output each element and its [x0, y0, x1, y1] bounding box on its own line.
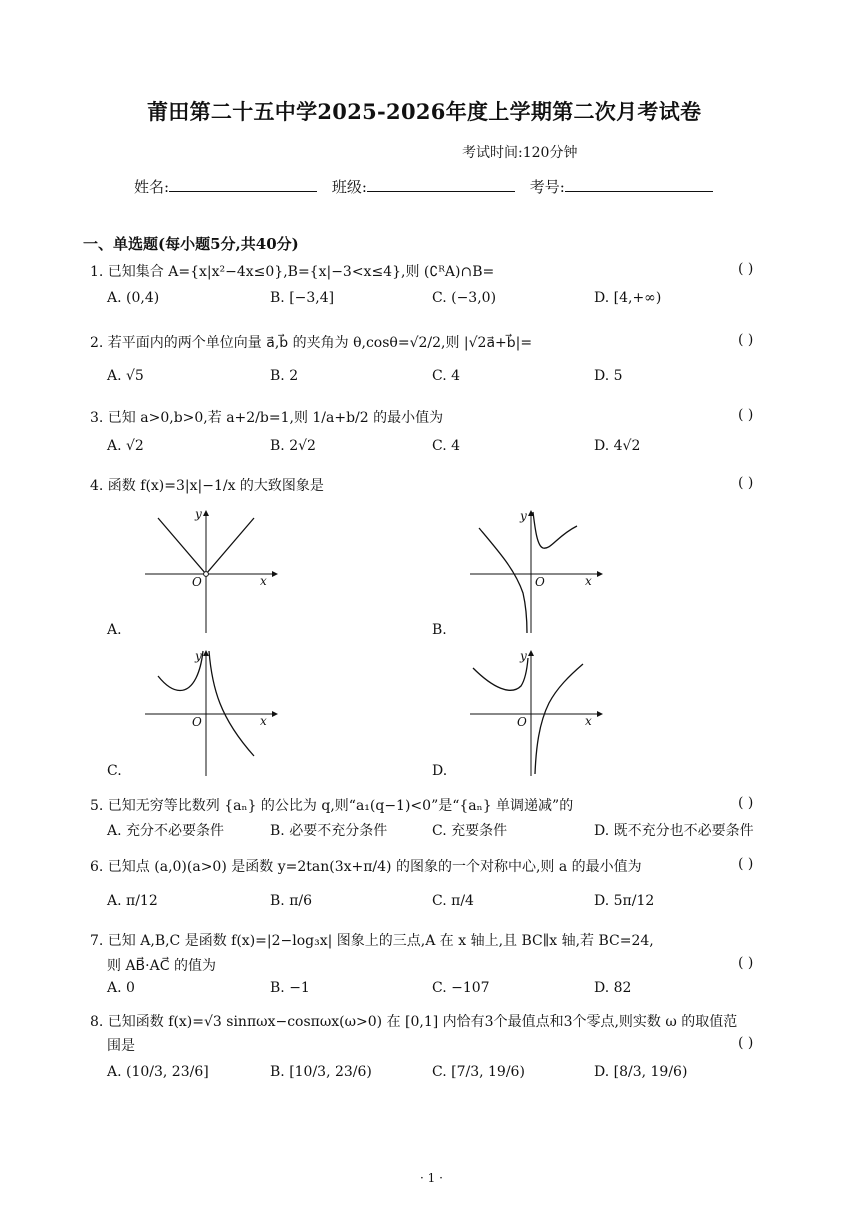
q8-option-b: B. [10/3, 23/6) [270, 1064, 372, 1080]
q1-option-a: A. (0,4) [107, 290, 160, 306]
q8-option-c: C. [7/3, 19/6) [432, 1064, 525, 1080]
question-6-stem: 6. 已知点 (a,0)(a>0) 是函数 y=2tan(3x+π/4) 的图象的一个对称中心,则 a 的最小值为 [90, 859, 642, 875]
class-blank[interactable] [367, 178, 515, 192]
question-8-stem-cont: 围是 [107, 1038, 135, 1054]
q3-option-c: C. 4 [432, 438, 461, 454]
q5-option-a: A. 充分不必要条件 [107, 823, 225, 839]
q7-option-a: A. 0 [107, 980, 135, 996]
answer-paren-5[interactable]: ( ) [738, 795, 754, 811]
q2-option-b: B. 2 [270, 368, 299, 384]
answer-paren-8[interactable]: ( ) [738, 1035, 754, 1051]
q7-option-c: C. −107 [432, 980, 490, 996]
graph-a[interactable] [140, 508, 280, 638]
q2-option-a: A. √5 [107, 368, 144, 384]
q1-option-c: C. (−3,0) [432, 290, 497, 306]
graph-c-label: C. [107, 763, 122, 779]
answer-paren-2[interactable]: ( ) [738, 332, 754, 348]
q3-option-a: A. √2 [107, 438, 144, 454]
question-2-stem: 2. 若平面内的两个单位向量 a⃗,b⃗ 的夹角为 θ,cosθ=√2/2,则 |√2a⃗+b⃗|= [90, 335, 533, 351]
q2-option-c: C. 4 [432, 368, 461, 384]
question-7-stem-cont: 则 AB⃗·AC⃗ 的值为 [107, 958, 216, 974]
graph-b-origin-label: O [535, 575, 545, 589]
graph-c-origin-label: O [192, 715, 202, 729]
question-5-stem: 5. 已知无穷等比数列 {aₙ} 的公比为 q,则“a₁(q−1)<0”是“{aₙ} 单调递减”的 [90, 798, 574, 814]
q3-option-d: D. 4√2 [594, 438, 641, 454]
q7-option-b: B. −1 [270, 980, 310, 996]
question-7-stem: 7. 已知 A,B,C 是函数 f(x)=|2−log₃x| 图象上的三点,A 在 x 轴上,且 BC∥x 轴,若 BC=24, [90, 933, 654, 949]
section-heading: 一、单选题(每小题5分,共40分) [83, 235, 299, 253]
graph-a-y-label: y [195, 508, 202, 521]
q6-option-d: D. 5π/12 [594, 893, 655, 909]
q8-option-d: D. [8/3, 19/6) [594, 1064, 688, 1080]
name-blank[interactable] [169, 178, 317, 192]
graph-d-y-label: y [520, 649, 527, 663]
answer-paren-4[interactable]: ( ) [738, 475, 754, 491]
question-4-stem: 4. 函数 f(x)=3|x|−1/x 的大致图象是 [90, 478, 324, 494]
exam-time: 考试时间:120分钟 [462, 145, 578, 161]
q1-option-b: B. [−3,4] [270, 290, 335, 306]
name-label: 姓名: [134, 178, 170, 196]
graph-a-x-label: x [260, 574, 267, 588]
class-label: 班级: [331, 178, 367, 196]
q6-option-a: A. π/12 [107, 893, 158, 909]
question-3-stem: 3. 已知 a>0,b>0,若 a+2/b=1,则 1/a+b/2 的最小值为 [90, 410, 444, 426]
q5-option-b: B. 必要不充分条件 [270, 823, 388, 839]
graph-d-x-label: x [585, 714, 592, 728]
answer-paren-7[interactable]: ( ) [738, 955, 754, 971]
q8-option-a: A. (10/3, 23/6] [107, 1064, 209, 1080]
graph-b[interactable] [465, 508, 605, 638]
graph-a-origin-label: O [192, 575, 202, 589]
graph-d-label: D. [432, 763, 448, 779]
answer-paren-6[interactable]: ( ) [738, 856, 754, 872]
graph-d-origin-label: O [517, 715, 527, 729]
question-8-stem: 8. 已知函数 f(x)=√3 sinπωx−cosπωx(ω>0) 在 [0,1] 内恰有3个最值点和3个零点,则实数 ω 的取值范 [90, 1014, 738, 1030]
graph-b-y-label: y [520, 509, 527, 523]
q5-option-c: C. 充要条件 [432, 823, 508, 839]
page-title: 莆田第二十五中学2025-2026年度上学期第二次月考试卷 [147, 99, 702, 124]
q1-option-d: D. [4,+∞) [594, 290, 662, 306]
q2-option-d: D. 5 [594, 368, 623, 384]
graph-a-label: A. [107, 622, 122, 638]
q6-option-b: B. π/6 [270, 893, 313, 909]
graph-b-x-label: x [585, 574, 592, 588]
answer-paren-3[interactable]: ( ) [738, 407, 754, 423]
id-label: 考号: [529, 178, 565, 196]
page-number: · 1 · [420, 1171, 443, 1185]
student-info-row [134, 176, 723, 197]
graph-c-x-label: x [260, 714, 267, 728]
graph-c-y-label: y [195, 649, 202, 663]
graph-b-label: B. [432, 622, 447, 638]
graph-d[interactable] [465, 648, 605, 778]
q3-option-b: B. 2√2 [270, 438, 316, 454]
graph-c[interactable] [140, 648, 280, 778]
q6-option-c: C. π/4 [432, 893, 474, 909]
q5-option-d: D. 既不充分也不必要条件 [594, 823, 754, 839]
question-1-stem: 1. 已知集合 A={x|x²−4x≤0},B={x|−3<x≤4},则 (∁ᴿA)∩B= [90, 264, 495, 280]
q7-option-d: D. 82 [594, 980, 632, 996]
answer-paren-1[interactable]: ( ) [738, 261, 754, 277]
id-blank[interactable] [565, 178, 713, 192]
